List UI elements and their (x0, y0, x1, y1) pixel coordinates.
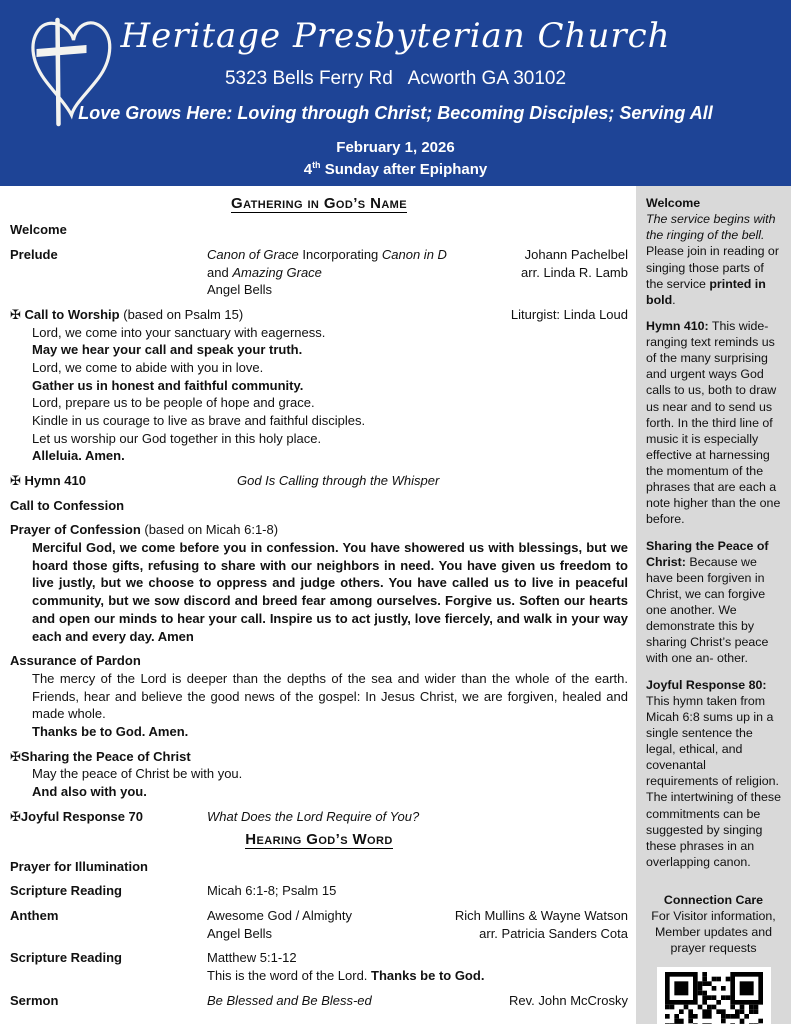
section-heading-gathering: Gathering in God’s Name (231, 195, 407, 212)
call-to-confession-label: Call to Confession (10, 497, 125, 513)
prelude-arranger: arr. Linda R. Lamb (521, 264, 628, 280)
sermon-preacher: Rev. John McCrosky (509, 992, 628, 1008)
liturgy-line: Let us worship our God together in this holy place. (32, 430, 322, 446)
peace-line: May the peace of Christ be with you. (32, 766, 243, 782)
sidebar-peace-note-title: Sharing the Peace of Christ: (646, 538, 769, 569)
liturgy-line: Lord, we come to abide with you in love. (32, 360, 264, 376)
prelude-performers: Angel Bells (207, 282, 273, 298)
program-row-welcome (10, 221, 628, 239)
liturgical-day: 4th Sunday after Epiphany (303, 160, 488, 178)
prelude-label: Prelude (10, 247, 58, 263)
anthem-arranger: arr. Patricia Sanders Cota (479, 925, 628, 941)
cross-icon: ✠ (10, 748, 21, 764)
scripture-2-response: This is the word of the Lord. Thanks be to God. (207, 967, 485, 983)
section-heading-hearing: Hearing God’s Word (245, 831, 393, 849)
program-row-scripture-1 (10, 882, 628, 900)
assurance-response: Thanks be to God. Amen. (32, 723, 189, 739)
illumination-label: Prayer for Illumination (10, 858, 148, 874)
joyful-response-label: ✠Joyful Response 70 (10, 808, 144, 824)
church-name: Heritage Presbyterian Church (120, 16, 671, 56)
hymn-label: ✠ Hymn 410 (10, 473, 86, 489)
liturgy-line: Gather us in honest and faithful community. (32, 377, 304, 393)
sidebar-joyful-note: Joyful Response 80: This hymn taken from Micah 6:8 sums up in a single sentence the legal, ethical, and covenantal requirements of religion. The intertwining of these commitments can be suggested by singing these phrases in an overlapping canon. (646, 677, 781, 869)
cross-icon: ✠ (10, 808, 21, 824)
prayer-of-confession-heading: Prayer of Confession (based on Micah 6:1-8) (10, 522, 279, 538)
program-block-assurance (10, 652, 628, 740)
sidebar-joyful-note-title: Joyful Response 80: (646, 677, 767, 692)
joyful-response-title: What Does the Lord Require of You? (207, 808, 420, 824)
sidebar-hymn-note: Hymn 410: This wide-ranging text reminds us of the many surprising and urgent ways God calls to us, both to draw us near and to send us forth. In the third line of music it is especially effective at harnessing the momentum of the phrases that are each a note higher than the one before. (646, 318, 781, 527)
scripture-1-label: Scripture Reading (10, 883, 122, 899)
program-row-scripture-2 (10, 949, 628, 984)
connection-care-title: Connection Care (663, 893, 764, 907)
sermon-label: Sermon (10, 992, 59, 1008)
prayer-of-confession-body: Merciful God, we come before you in confession. You have showered us with blessings, but we hoard those gifts, refusing to share with our neighbors in need. You have given us freedom to live justly, but we choose to oppress and judge others. You have called us to live in peaceful community, but we sow discord and breed fear among ourselves. Forgive us. Soften our hearts and open our minds to hear your call. Inspire us to act justly, love fiercely, and walk in your way each and every day. Amen (32, 540, 628, 644)
qr-code (665, 972, 763, 1024)
liturgy-line: Lord, prepare us to be people of hope and grace. (32, 395, 315, 411)
anthem-credits (455, 907, 628, 942)
liturgist-credit: Liturgist: Linda Loud (510, 307, 628, 323)
sidebar-welcome-title: Welcome (646, 196, 701, 210)
hymn-title: God Is Calling through the Whisper (237, 473, 440, 489)
prelude-credits (521, 246, 628, 281)
liturgy-line: Alleluia. Amen. (32, 448, 125, 464)
prelude-composer: Johann Pachelbel (524, 247, 628, 263)
qr-card (657, 967, 771, 1024)
header-banner (0, 0, 791, 186)
cross-icon: ✠ (10, 307, 25, 323)
program-block-prayer-of-confession (10, 521, 628, 645)
anthem-performers: Angel Bells (207, 925, 273, 941)
prelude-titles (207, 246, 521, 299)
call-to-worship-heading-row (10, 306, 628, 324)
liturgy-line: Lord, we come into your sanctuary with eagerness. (32, 324, 326, 340)
anthem-composers: Rich Mullins & Wayne Watson (454, 907, 628, 923)
program-row-joyful-response (10, 808, 628, 826)
program-row-illumination (10, 858, 628, 876)
anthem-titles (207, 907, 455, 942)
assurance-body: The mercy of the Lord is deeper than the depths of the sea and wider than the whole of the earth. Friends, hear and believe the good news of the gospel: In Jesus Christ, we are forgiven, healed and made whole. (32, 670, 628, 722)
anthem-title: Awesome God / Almighty (207, 907, 352, 923)
church-address: 5323 Bells Ferry Rd Acworth GA 30102 (224, 68, 567, 89)
service-date: February 1, 2026 (336, 139, 455, 156)
prelude-title-line1: Canon of Grace Incorporating Canon in D (207, 247, 447, 263)
sidebar-peace-note: Sharing the Peace of Christ: Because we have been forgiven in Christ, we can forgive one another. We demonstrate this by sharing Christ’s peace with one an- other. (646, 538, 769, 666)
prelude-title-line2: and Amazing Grace (207, 264, 322, 280)
anthem-label: Anthem (10, 907, 59, 923)
church-tagline: Love Grows Here: Loving through Christ; Becoming Disciples; Serving All (78, 103, 713, 123)
scripture-1-reference: Micah 6:1-8; Psalm 15 (207, 883, 337, 899)
scripture-2-content (207, 949, 628, 984)
peace-heading: ✠Sharing the Peace of Christ (10, 748, 191, 764)
program-row-call-to-confession (10, 497, 628, 515)
program-row-anthem (10, 907, 628, 942)
program-row-prelude (10, 246, 628, 299)
sidebar-hymn-note-title: Hymn 410: (646, 318, 709, 333)
assurance-label: Assurance of Pardon (10, 653, 141, 669)
scripture-2-label: Scripture Reading (10, 950, 122, 966)
scripture-2-reference: Matthew 5:1-12 (207, 950, 297, 966)
connection-care-text: For Visitor information, Member updates and prayer requests (651, 909, 776, 956)
program-block-call-to-worship (10, 306, 628, 465)
notes-sidebar (636, 186, 791, 1024)
welcome-label: Welcome (10, 222, 67, 238)
cross-icon: ✠ (10, 473, 25, 489)
connection-care-block (646, 892, 781, 957)
order-of-worship (0, 186, 636, 1024)
liturgy-line: May we hear your call and speak your truth. (32, 342, 303, 358)
call-to-worship-heading: ✠ Call to Worship (based on Psalm 15) (10, 307, 244, 323)
liturgy-line: Kindle in us courage to live as brave and faithful disciples. (32, 413, 366, 429)
sermon-title: Be Blessed and Be Bless-ed (207, 992, 372, 1008)
program-row-sermon (10, 992, 628, 1010)
heart-cross-logo-icon (22, 12, 127, 132)
sidebar-welcome-note: Welcome The service begins with the ringing of the bell. Please join in reading or singing those parts of the service printed in bold. (646, 196, 779, 307)
program-row-hymn (10, 472, 628, 490)
program-block-peace (10, 748, 628, 801)
peace-line: And also with you. (32, 783, 147, 799)
